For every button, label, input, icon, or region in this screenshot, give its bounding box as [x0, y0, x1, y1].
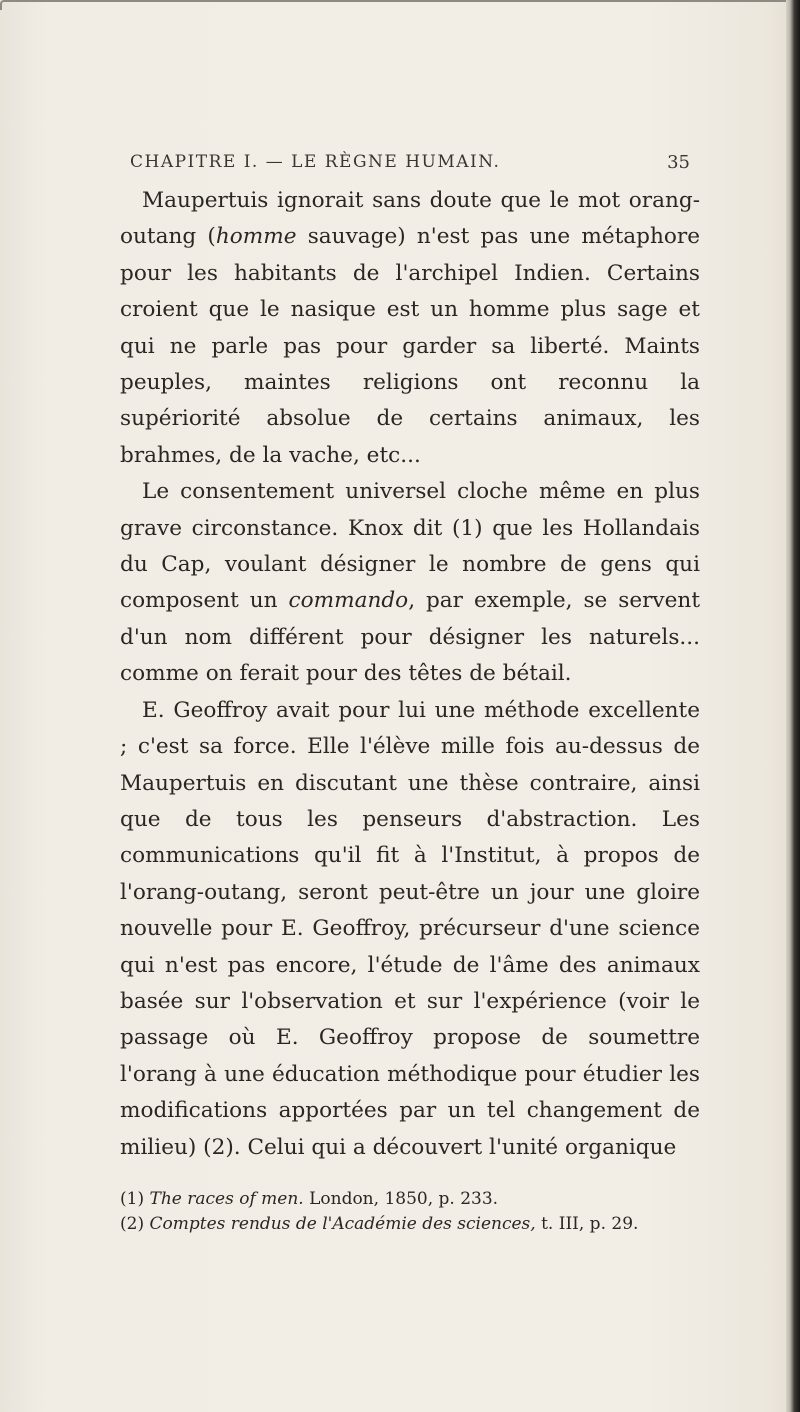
- page-number: 35: [667, 152, 690, 173]
- paragraph-2-text-a: Le consentement universel cloche même en plus grave circonstance. Knox dit (1) que les Hollandais du Cap, voulant désigner le nombre de gens qui composent un: [120, 479, 700, 614]
- paragraph-2-italic: commando: [288, 588, 409, 614]
- footnote-1-details: London, 1850, p. 233.: [303, 1189, 499, 1209]
- paragraph-3: [120, 693, 700, 1166]
- footnote-2-title: Comptes rendus de l'Académie des sciences,: [149, 1214, 536, 1234]
- page-edge-top: [0, 0, 787, 10]
- paragraph-1-italic: homme: [215, 224, 297, 250]
- paragraph-2: [120, 474, 700, 692]
- paragraph-1-text-b: sauvage) n'est pas une métaphore pour les habitants de l'archipel Indien. Certains croient que le nasique est un homme plus sage et qui ne parle pas pour garder sa liberté. Maints peuples, maintes religions ont reconnu la supériorité absolue de certains animaux, les brahmes, de la vache, etc...: [120, 224, 700, 468]
- footnote-1-number: (1): [120, 1189, 145, 1209]
- footnote-2-number: (2): [120, 1214, 145, 1234]
- chapter-title: CHAPITRE I. — LE RÈGNE HUMAIN.: [130, 152, 501, 172]
- paragraph-1-text-a: Maupertuis ignorait sans doute que le mot orang-outang (: [120, 188, 700, 250]
- footnote-1: [120, 1187, 720, 1212]
- footnote-2-details: t. III, p. 29.: [535, 1214, 639, 1234]
- paragraph-3-text: E. Geoffroy avait pour lui une méthode excellente ; c'est sa force. Elle l'élève mille fois au-dessus de Maupertuis en discutant une thèse contraire, ainsi que de tous les penseurs d'abstraction. Les communications qu'il fit à l'Institut, à propos de l'orang-outang, seront peut-être un jour une gloire nouvelle pour E. Geoffroy, précurseur d'une science qui n'est pas encore, l'étude de l'âme des animaux basée sur l'observation et sur l'expérience (voir le passage où E. Geoffroy propose de soumettre l'orang à une éducation méthodique pour étudier les modifications apportées par un tel changement de milieu) (2). Celui qui a découvert l'unité organique: [120, 697, 700, 1160]
- footnotes: [120, 1187, 720, 1237]
- body-text: [120, 183, 700, 1166]
- page-edge-right: [786, 0, 800, 1412]
- footnote-1-title: The races of men.: [149, 1189, 304, 1209]
- footnote-2: [120, 1212, 720, 1237]
- paragraph-1: [120, 183, 700, 474]
- paragraph-2-text-b: , par exemple, se servent d'un nom différent pour désigner les naturels... comme on ferait pour des têtes de bétail.: [120, 588, 700, 687]
- running-head: [130, 152, 690, 172]
